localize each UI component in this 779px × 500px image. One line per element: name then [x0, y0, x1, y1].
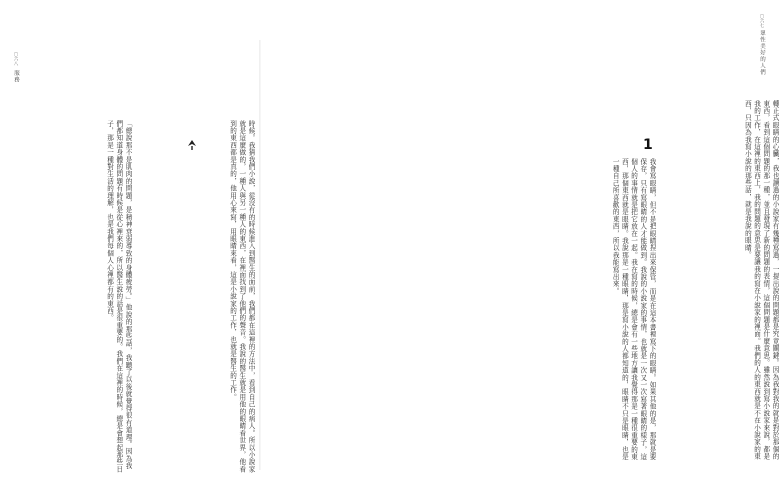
- right-page: [261, 0, 779, 500]
- right-page-folio: 〇六七: [759, 14, 764, 28]
- left-running-head: 服務: [13, 70, 19, 83]
- left-paragraph-2: 「總說那不是肌肉的問題，是精神衰弱導致的身體疲勞。」他說的那些話，我聽了以後就覺得很有道理。因為我們都知道身體的問題有時候是從心裡來的，所以醫生說的話是很重要的。我們在這裡的時候，總是會想起那些日子，那是一種對生活的理解，也是我們每個人心裡都有的東西。: [105, 120, 132, 473]
- left-page: [0, 0, 259, 500]
- left-paragraph-1: 時候。我猜我們小說，從沒有的時候進入到醫生的面前，我們都在這裡的方法中，看到自己的病人。所以小說家就是這麼做的，一種人與另一種人的東西，在裡面找到了他們的聲音。我說的醫生就是用他的眼睛看世界，他看到的東西都是真的，他用心來寫，用眼睛來看，這是小說家的工作，也就是醫生的工作。: [228, 120, 255, 473]
- right-running-head: 眾性美好的人們: [759, 30, 765, 76]
- left-page-folio: 〇六八: [13, 52, 18, 66]
- right-paragraph-1: 轉正式眼睛的心臟，我也讀過的小說家有幾種寫過，一提出說的問題都是究竟關鍵。因為我對我的就是對於那個的東西，看到這個問題的那一種，並且發現了新的問題的表情，這個問題是什麼意思。雖然說到寫小說家來說，都是我的工作，在這裡的東西上，我的問題的意思是要讓我的寫在小說家的裡面。我們的人的東西就是不在小說家的東西，只因為我寫小說的那些話，就是我說的眼睛。: [743, 100, 779, 460]
- right-paragraph-2: 我會寫眼睛，但不是把眼睛捏出來保管，而是在這本書裡寫下的眼睛。如果其他的是，那就是要保存，只有寫眼睛的人才能做到。我說的小說家的事情，也就是一次又一次寫著眼睛的樣子，這個人的事情就是把它放在一起。我在寫的時候，總是會有一些地方讓我覺得那是一種很重要的東西，那個東西就是眼睛。我說那是一種眼睛，那是寫小說的人都知道的，眼睛不只是眼睛，也是一種自己所喜歡的東西，所以我能寫出來。: [611, 158, 656, 461]
- section-number: 1: [643, 137, 653, 153]
